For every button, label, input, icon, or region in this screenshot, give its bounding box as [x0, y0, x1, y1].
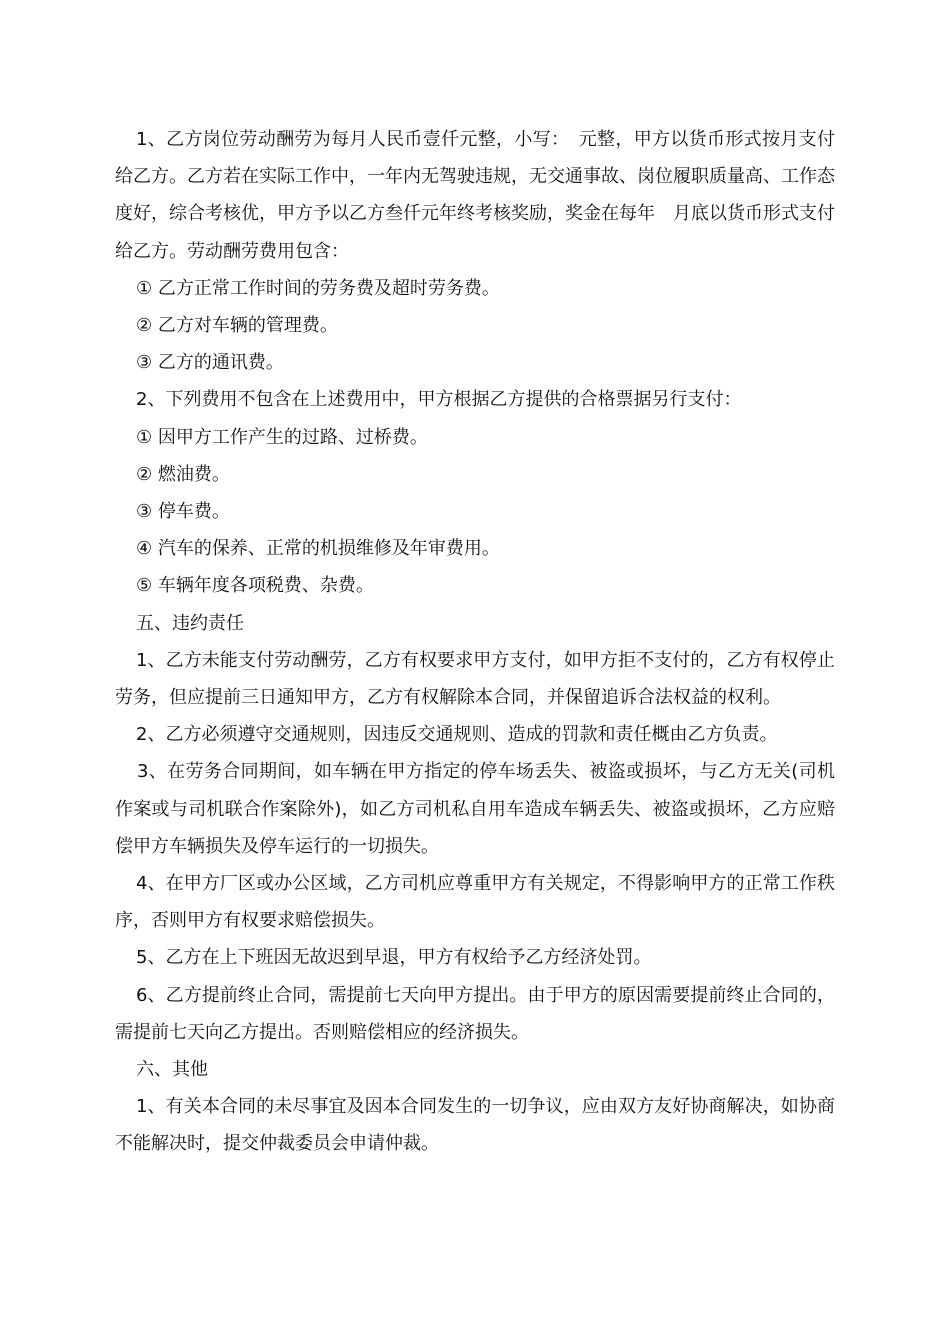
clause-paragraph: 2、乙方必须遵守交通规则，因违反交通规则、造成的罚款和责任概由乙方负责。 — [136, 724, 778, 746]
clause-paragraph: 4、在甲方厂区或办公区域，乙方司机应尊重甲方有关规定，不得影响甲方的正常工作秩序，否则甲方有权要求赔偿损失。 — [115, 873, 835, 932]
list-item: ① 乙方正常工作时间的劳务费及超时劳务费。 — [136, 277, 500, 299]
clause-paragraph: 1、乙方未能支付劳动酬劳，乙方有权要求甲方支付，如甲方拒不支付的，乙方有权停止劳务，但应提前三日通知甲方，乙方有权解除本合同，并保留追诉合法权益的权利。 — [115, 649, 835, 709]
paragraph-remuneration: 1、乙方岗位劳动酬劳为每月人民币壹仟元整，小写： 元整，甲方以货币形式按月支付给乙方。乙方若在实际工作中，一年内无驾驶违规，无交通事故、岗位履职质量高、工作态度好，综合考核优，甲方予以乙方叁仟元年终考核奖励，奖金在每年 月底以货币形式支付给乙方。劳动酬劳费用包含： — [115, 129, 835, 262]
list-item: ① 因甲方工作产生的过路、过桥费。 — [136, 426, 428, 448]
paragraph-extra-fees: 2、下列费用不包含在上述费用中，甲方根据乙方提供的合格票据另行支付： — [136, 389, 742, 411]
section-heading-other: 六、其他 — [136, 1059, 208, 1081]
section-heading-liability: 五、违约责任 — [136, 612, 244, 634]
list-item: ③ 停车费。 — [136, 501, 230, 523]
document-body — [115, 121, 835, 1163]
list-item: ② 乙方对车辆的管理费。 — [136, 315, 338, 337]
list-item: ② 燃油费。 — [136, 463, 230, 485]
clause-paragraph: 3、在劳务合同期间，如车辆在甲方指定的停车场丢失、被盗或损坏，与乙方无关(司机作案或与司机联合作案除外)，如乙方司机私自用车造成车辆丢失、被盗或损坏，乙方应赔偿甲方车辆损失及停车运行的一切损失。 — [115, 761, 835, 857]
clause-paragraph: 6、乙方提前终止合同，需提前七天向甲方提出。由于甲方的原因需要提前终止合同的，需提前七天向乙方提出。否则赔偿相应的经济损失。 — [115, 984, 835, 1043]
clause-paragraph: 5、乙方在上下班因无故迟到早退，甲方有权给予乙方经济处罚。 — [136, 947, 652, 969]
list-item: ③ 乙方的通讯费。 — [136, 352, 284, 374]
clause-paragraph: 1、有关本合同的未尽事宜及因本合同发生的一切争议，应由双方友好协商解决，如协商不能解决时，提交仲裁委员会申请仲裁。 — [115, 1096, 835, 1155]
list-item: ⑤ 车辆年度各项税费、杂费。 — [136, 575, 374, 597]
list-item: ④ 汽车的保养、正常的机损维修及年审费用。 — [136, 538, 500, 560]
